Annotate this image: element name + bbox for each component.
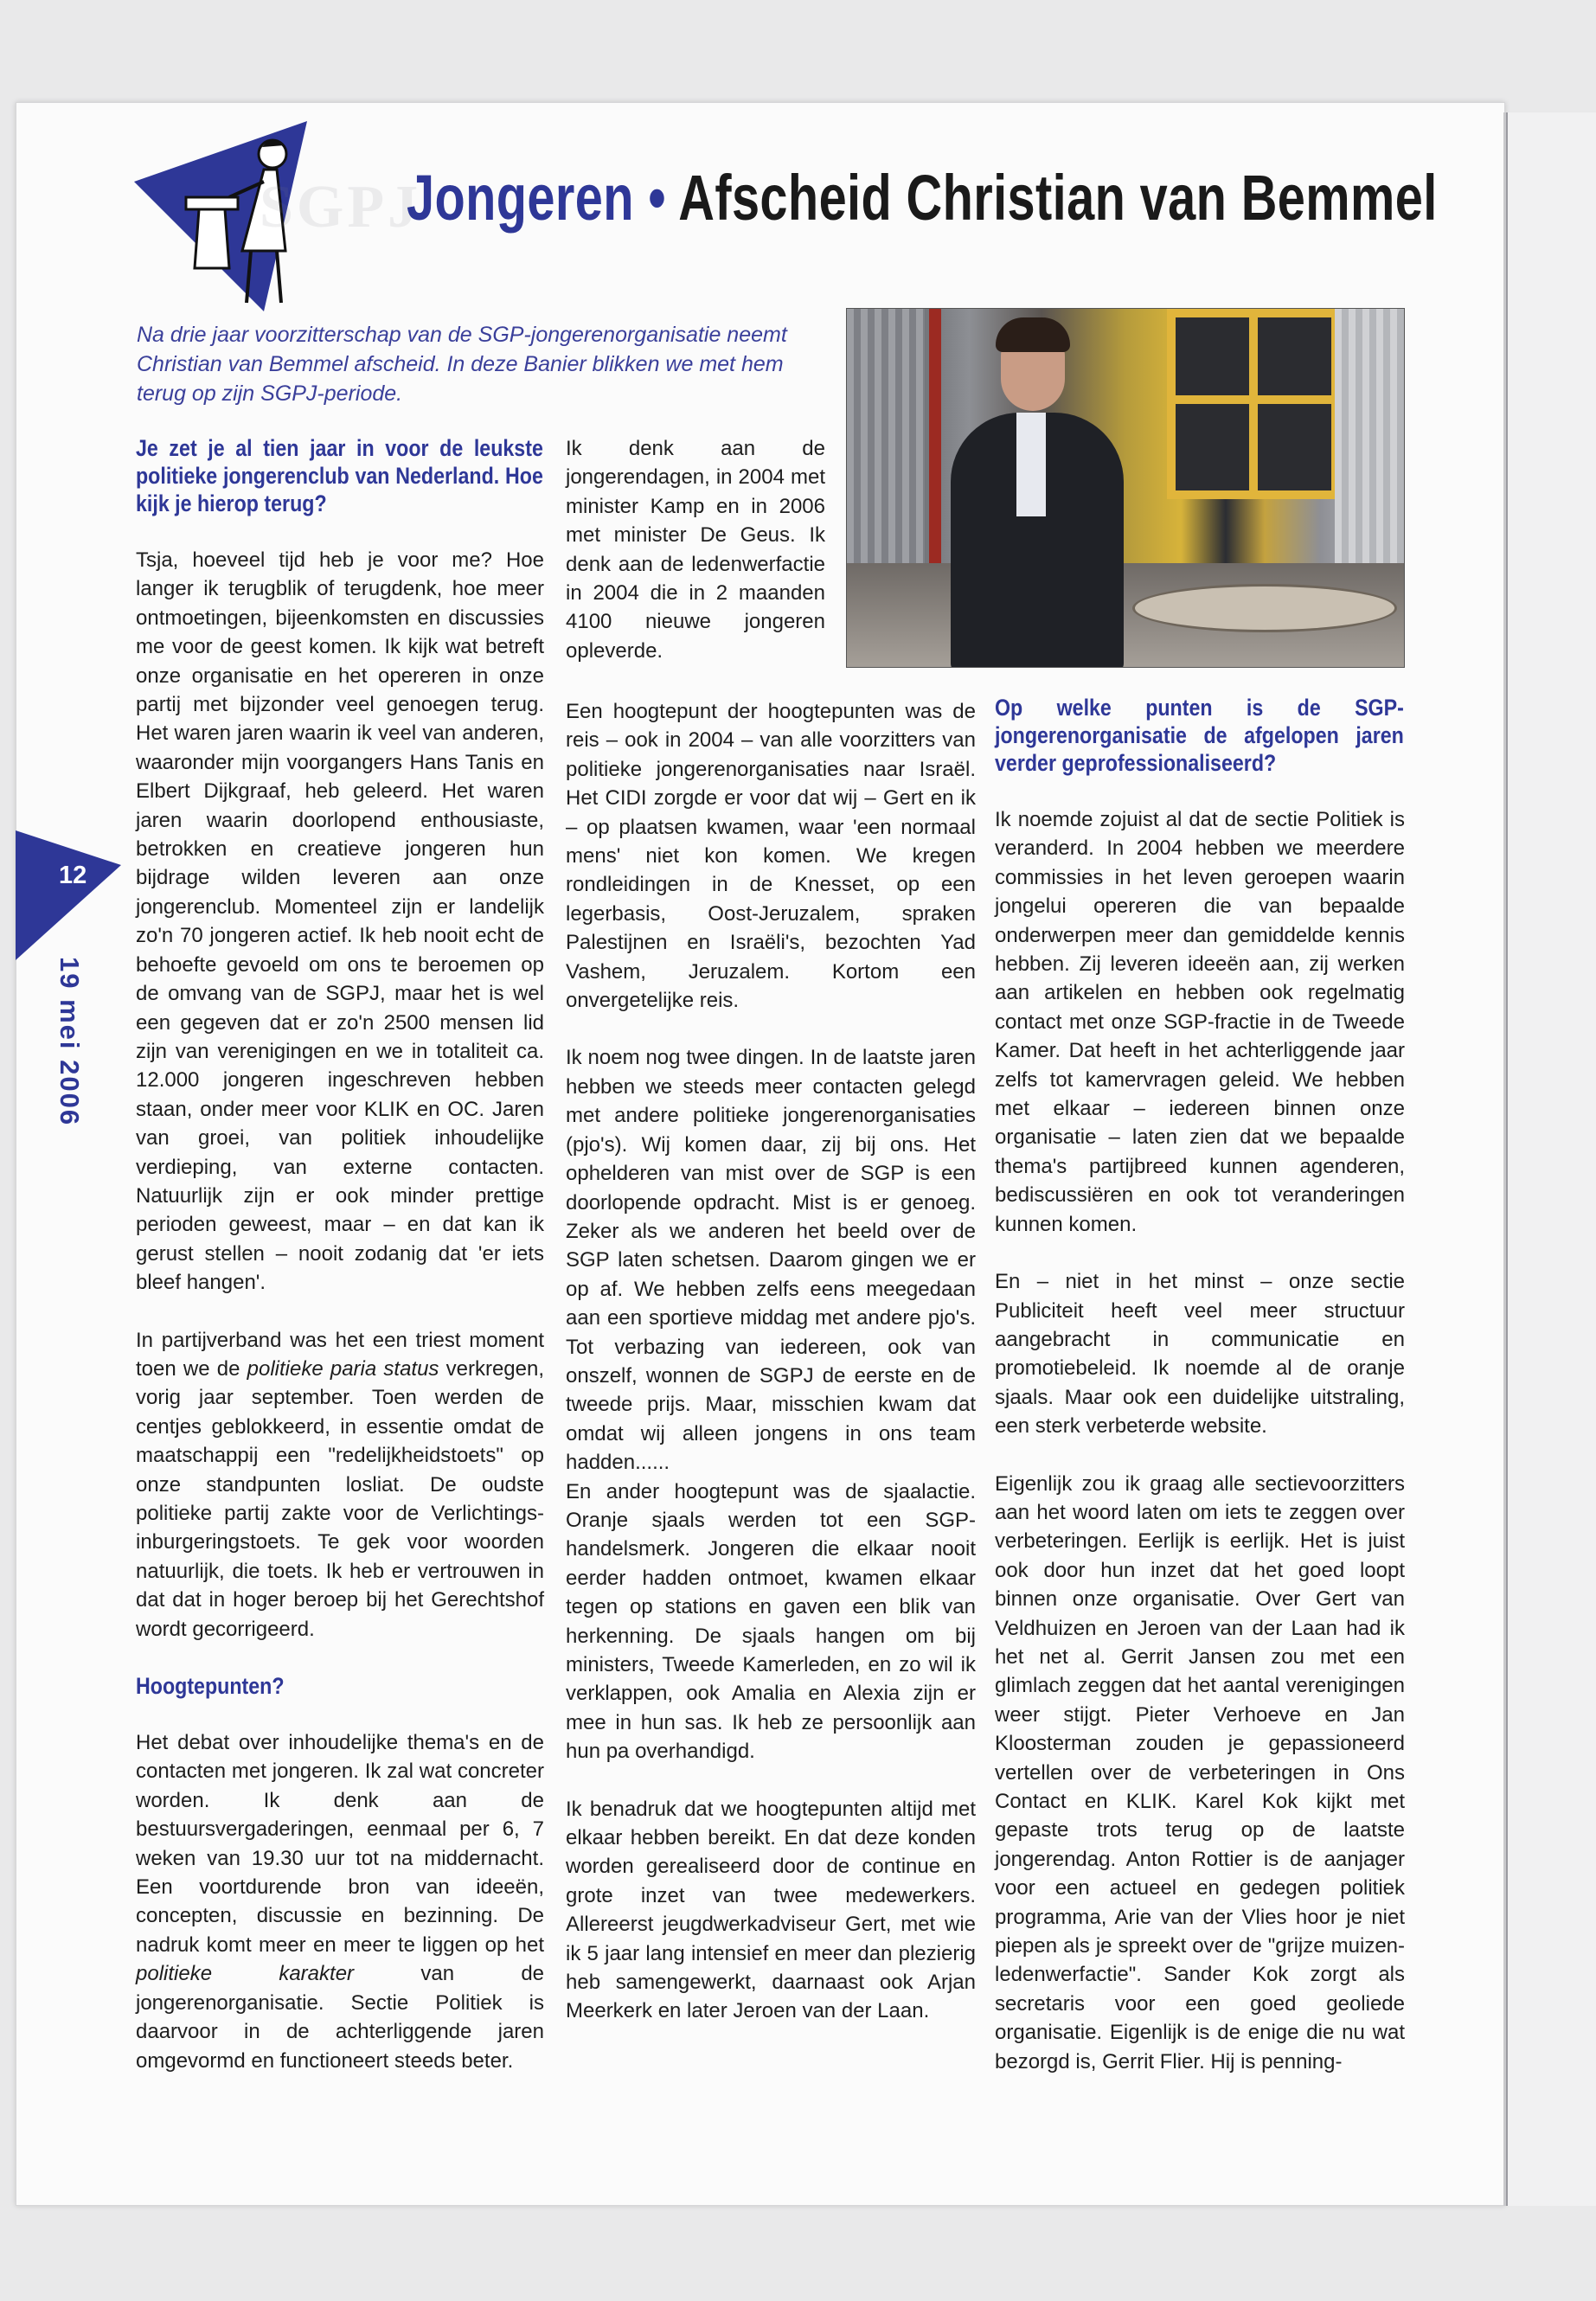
paragraph: Ik benadruk dat we hoogtepunten altijd met elkaar hebben bereikt. En dat deze konden worden gerealiseerd door de continue en grote inzet van twee medewerkers. Allereerst jeugdwerkadviseur Gert, met wie ik 5 jaar lang intensief en meer dan plezierig heb samengewerkt, daarnaast ook Arjan Meerkerk en later Jeroen van der Laan. xyxy=(566,1797,976,2023)
question-heading: Je zet je al tien jaar in voor de leukste politieke jongerenclub van Nederland. Hoe kijk je hierop terug? xyxy=(136,435,543,516)
paragraph: In partijverband was het een triest moment toen we de politieke paria status verkregen, vorig jaar september. Toen werden de centjes geblokkeerd, in essentie omdat de maatschappij een "redelijkheidstoets" op onze standpunten losliat. De oudste politieke partij zakte voor de Verlichtings- inburgeringstoets. Te gek voor woorden natuurlijk, die toets. Ik heb er vertrouwen in dat dat in hoger beroep bij het Gerechtshof wordt gecorrigeerd. xyxy=(136,1328,545,1641)
column-2 xyxy=(566,697,976,2054)
page-title xyxy=(407,162,1438,234)
paragraph: Ik denk aan de jongerendagen, in 2004 met minister Kamp en in 2006 met minister De Geus. Ik denk aan de ledenwerfactie in 2004 die in 2 maanden 4100 nieuwe jongeren opleverde. xyxy=(566,437,825,663)
paragraph: Tsja, hoeveel tijd heb je voor me? Hoe langer ik terugblik of terugdenk, hoe meer ontmoetingen, bijeenkomsten en discussies me voor de geest komen. Ik kijk wat betreft onze organisatie en het opereren in onze partij met bijzonder veel genoegen terug. Het waren jaren waarin ik veel van anderen, waaronder mijn voorgangers Hans Tanis en Elbert Dijkgraaf, heb geleerd. Het waren jaren waarin doorlopend enthousiaste, betrokken en creatieve jongeren hun bijdrage wilden leveren aan onze jongerenclub. Momenteel zijn er landelijk zo'n 70 jongeren actief. Ik heb nooit echt de behoefte gevoeld om ons te beroemen op de omvang van de SGPJ, maar het is wel een gegeven dat er zo'n 2500 mensen lid zijn van verenigingen en we in totaliteit ca. 12.000 jongeren ingeschreven hebben staan, onder meer voor KLIK en OC. Jaren van groei, van politiek inhoudelijke verdieping, van externe contacten. Natuurlijk zijn er ook minder prettige perioden geweest, maar – en dat kan ik gerust stellen – nooit zodanig dat 'er iets bleef hangen'. xyxy=(136,548,544,1295)
page-number: 12 xyxy=(59,862,87,889)
paragraph: Het debat over inhoudelijke thema's en de contacten met jongeren. Ik zal wat concreter worden. Ik denk aan de bestuursvergaderingen, eenmaal per 6, 7 weken van 19.30 uur tot na middernacht. Een voortdurende bron van ideeën, concepten, discussie en bezinning. De nadruk komt meer en meer te liggen op het politieke karakter van de jongerenorganisatie. Sectie Politiek is daarvoor in de achterliggende jaren omgevormd en functioneert steeds beter. xyxy=(136,1731,545,2073)
column-2-top xyxy=(566,434,825,665)
background-watermark-text: SGPJ xyxy=(260,174,422,240)
paragraph: En ander hoogtepunt was de sjaalactie. Oranje sjaals werden tot een SGP-handelsmerk. Jongeren die elkaar nooit eerder hadden ontmoet, kwamen elkaar tegen op stations en gaven een blik van herkenning. De sjaals hangen om bij ministers, Tweede Kamerleden, en zo wil ik verklappen, ook Amalia en Alexia zijn er mee in hun sas. Ik heb ze persoonlijk aan hun pa overhandigd. xyxy=(566,1479,976,1764)
column-3 xyxy=(995,694,1405,2105)
paragraph: Een hoogtepunt der hoogtepunten was de reis – ook in 2004 – van alle voorzitters van politieke jongerenorganisaties naar Israël. Het CIDI zorgde er voor dat wij – Gert en ik – op plaatsen kwamen, waar 'een normaal mens' niet kon komen. We kregen rondleidingen in de Knesset, op een legerbasis, Oost-Jeruzalem, spraken Palestijnen en Israëli's, bezochten Yad Vashem, Jeruzalem. Kortom een onvergetelijke reis. xyxy=(566,700,976,1013)
paragraph: En – niet in het minst – onze sectie Publiciteit heeft veel meer structuur aangebracht in communicatie en promotiebeleid. Ik noemde al de oranje sjaals. Maar ook een duidelijke uitstraling, een sterk verbeterde website. xyxy=(995,1270,1405,1439)
issue-date: 19 mei 2006 xyxy=(54,957,85,1127)
paragraph: Ik noem nog twee dingen. In de laatste jaren hebben we steeds meer contacten gelegd met andere politieke jongerenorganisaties (pjo's). Wij komen daar, zij bij ons. Het ophelderen van mist over de SGP is een doorlopende opdracht. Mist is er genoeg. Zeker als we anderen het beeld over de SGP laten schetsen. Daarom gingen we er op af. We hebben zelfs eens meegedaan aan een sportieve middag met andere pjo's. Tot verbazing van iedereen, ook van onszelf, wonnen de SGPJ de eerste en de tweede prijs. Maar, misschien kwam dat omdat wij alleen jongens in ons team hadden...... xyxy=(566,1046,976,1475)
paragraph: Eigenlijk zou ik graag alle sectievoorzitters aan het woord laten om iets te zeggen over verbeteringen. Eerlijk is eerlijk. Het is juist ook door hun inzet dat het goed loopt binnen onze organisatie. Over Gert van Veldhuizen en Jeroen van der Laan had ik het net al. Gerrit Jansen zou met een glimlach zeggen dat het aantal verenigingen weer stijgt. Pieter Verhoeve en Jan Kloosterman zouden je gepassioneerd vertellen over de verbeteringen in Ons Contact en KLIK. Karel Kok kijkt met gepaste trots terug op de laatste jongerendag. Anton Rottier is de aanjager voor een actueel en gedegen politiek programma, Arie van der Vlies hoor je niet piepen als je spreekt over de "grijze muizen-ledenwerfactie". Sander Kok zorgt als secretaris voor een goed geoliede organisatie. Eigenlijk is de enige die nu wat bezorgd is, Gerrit Flier. Hij is penning- xyxy=(995,1471,1405,2073)
column-1 xyxy=(136,434,544,2104)
paragraph: Ik noemde zojuist al dat de sectie Politiek is veranderd. In 2004 hebben we meerdere commissies in het leven geroepen waarin jongelui opereren die van bepaalde onderwerpen meer dan gemiddelde kennis hebben. Zij leveren ideeën aan, zij werken aan artikelen en hebben ook regelmatig contact met onze SGP-fractie in de Tweede Kamer. Dat heeft in het achterliggende jaar zelfs tot kamervragen geleid. We hebben met elkaar – iedereen binnen onze organisatie – laten zien dat we bepaalde thema's partijbreed kunnen agenderen, bediscussiëren en ook tot veranderingen kunnen komen. xyxy=(995,808,1405,1236)
title-section: Jongeren xyxy=(407,162,634,234)
next-page-edge xyxy=(1503,112,1596,2206)
title-main: Afscheid Christian van Bemmel xyxy=(678,162,1438,234)
title-separator: • xyxy=(648,162,666,234)
question-heading: Op welke punten is de SGP-jongerenorganisatie de afgelopen jaren verder geprofessionaliseerd? xyxy=(995,695,1404,776)
intro-text: Na drie jaar voorzitterschap van de SGP-jongerenorganisatie neemt Christian van Bemmel afscheid. In deze Banier blikken we met hem terug op zijn SGPJ-periode. xyxy=(137,323,787,406)
question-heading: Hoogtepunten? xyxy=(136,1673,285,1700)
portrait-photo xyxy=(846,308,1405,668)
page-number-tab xyxy=(16,830,121,960)
